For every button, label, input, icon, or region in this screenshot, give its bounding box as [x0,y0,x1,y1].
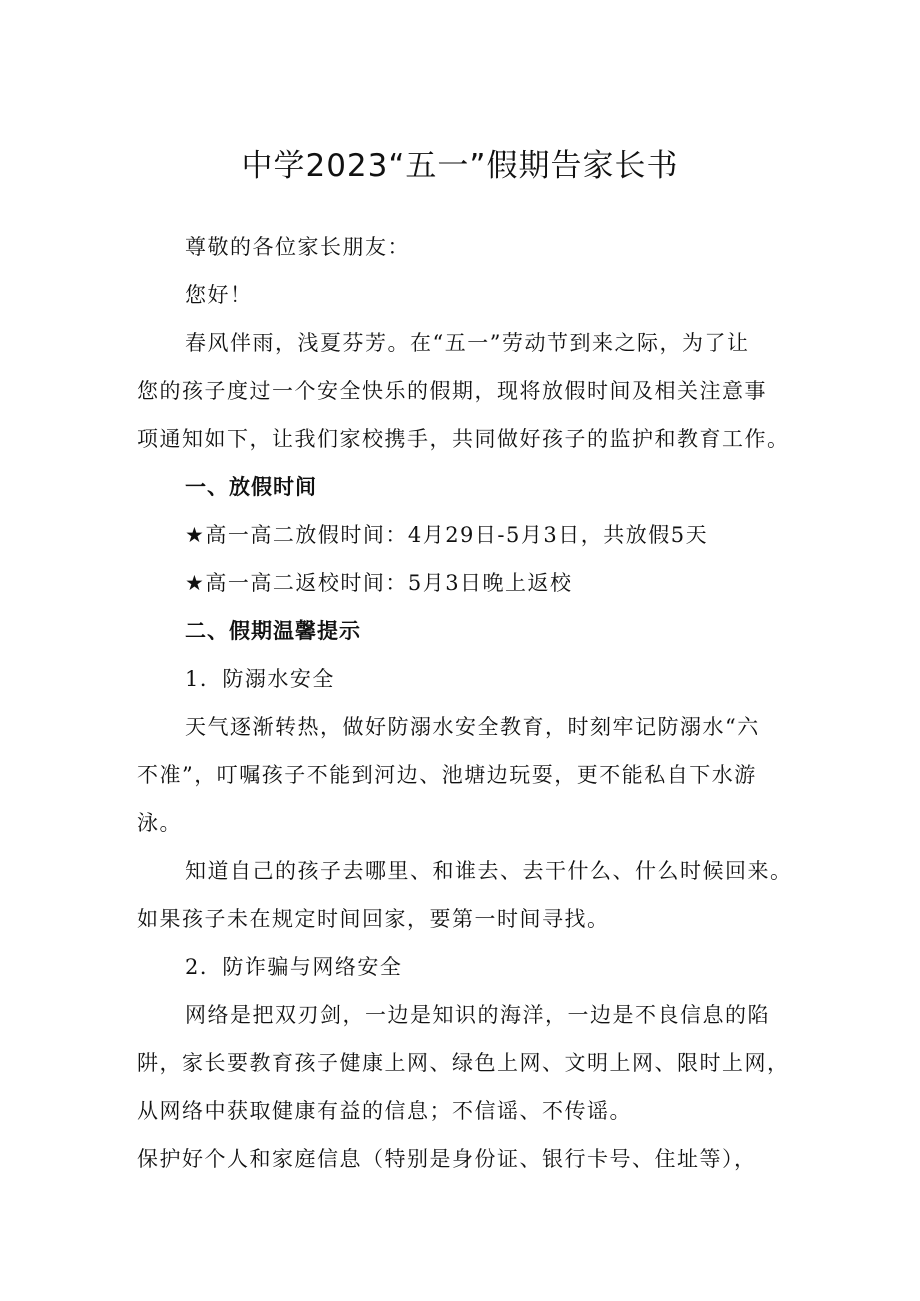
intro-line-1: 春风伴雨，浅夏芬芳。在“五一”劳动节到来之际，为了让 [185,331,750,355]
schedule-item-1 [185,520,825,550]
whereabouts-line-1: 知道自己的孩子去哪里、和谁去、去干什么、什么时候回来。 [185,859,793,883]
schedule-item-text: 高一高二放假时间：4月29日-5月3日，共放假5天 [205,523,709,547]
greeting: 您好！ [185,283,253,307]
star-icon: ★ [185,523,206,547]
whereabouts-line-2: 如果孩子未在规定时间回家，要第一时间寻找。 [137,907,610,931]
intro-line-2: 您的孩子度过一个安全快乐的假期，现将放假时间及相关注意事 [137,379,767,403]
intro-line-3: 项通知如下，让我们家校携手，共同做好孩子的监护和教育工作。 [137,427,790,451]
network-line-2: 阱，家长要教育孩子健康上网、绿色上网、文明上网、限时上网， [137,1051,790,1075]
network-line-1: 网络是把双刃剑，一边是知识的海洋，一边是不良信息的陷 [185,1003,770,1027]
subheading-drowning: 1．防溺水安全 [185,667,335,691]
subheading-fraud: 2．防诈骗与网络安全 [185,955,403,979]
page-title: 中学2023“五一”假期告家长书 [241,148,679,184]
section-heading-1: 一、放假时间 [185,475,317,499]
drowning-line-3: 泳。 [137,811,182,835]
drowning-line-2: 不准”，叮嘱孩子不能到河边、池塘边玩耍，更不能私自下水游 [137,763,757,787]
schedule-item-2 [185,568,825,598]
network-line-3: 从网络中获取健康有益的信息；不信谣、不传谣。 [137,1099,632,1123]
salutation: 尊敬的各位家长朋友： [185,235,410,259]
drowning-line-1: 天气逐渐转热，做好防溺水安全教育，时刻牢记防溺水“六 [185,715,760,739]
section-heading-2: 二、假期温馨提示 [185,619,361,643]
schedule-item-text: 高一高二返校时间：5月3日晚上返校 [205,571,573,595]
privacy-line-1: 保护好个人和家庭信息（特别是身份证、银行卡号、住址等）， [137,1147,757,1171]
star-icon: ★ [185,571,206,595]
